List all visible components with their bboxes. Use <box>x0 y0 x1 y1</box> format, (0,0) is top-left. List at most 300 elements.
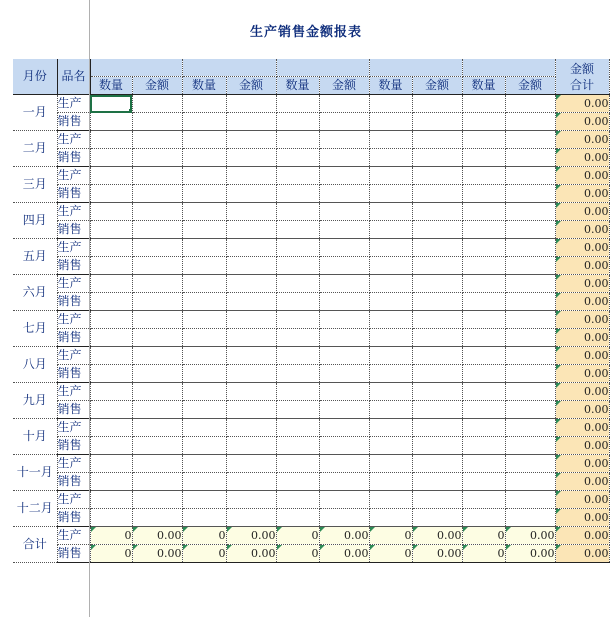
data-cell[interactable] <box>226 473 276 491</box>
row-sum-cell[interactable]: 0.00 <box>555 185 609 203</box>
data-cell[interactable] <box>462 257 505 275</box>
data-cell[interactable] <box>505 455 555 473</box>
data-cell[interactable] <box>369 473 412 491</box>
data-cell[interactable] <box>182 221 226 239</box>
data-cell[interactable] <box>182 311 226 329</box>
data-cell[interactable] <box>90 329 132 347</box>
data-cell[interactable] <box>462 329 505 347</box>
data-cell[interactable] <box>276 473 319 491</box>
data-cell[interactable] <box>276 509 319 527</box>
item-label[interactable]: 销售 <box>57 473 90 491</box>
data-cell[interactable] <box>226 455 276 473</box>
item-label[interactable]: 销售 <box>57 149 90 167</box>
data-cell[interactable] <box>182 509 226 527</box>
data-cell[interactable] <box>132 239 182 257</box>
data-cell[interactable] <box>412 275 462 293</box>
row-sum-cell[interactable]: 0.00 <box>555 401 609 419</box>
data-cell[interactable] <box>276 311 319 329</box>
row-sum-cell[interactable]: 0.00 <box>555 149 609 167</box>
data-cell[interactable] <box>132 167 182 185</box>
data-cell[interactable] <box>90 113 132 131</box>
item-label[interactable]: 销售 <box>57 365 90 383</box>
data-cell[interactable] <box>505 275 555 293</box>
data-cell[interactable] <box>182 95 226 113</box>
data-cell[interactable] <box>369 239 412 257</box>
data-cell[interactable] <box>369 365 412 383</box>
total-qty-cell[interactable]: 0 <box>369 527 412 545</box>
total-qty-cell[interactable]: 0 <box>182 545 226 563</box>
data-cell[interactable] <box>462 149 505 167</box>
data-cell[interactable] <box>369 131 412 149</box>
data-cell[interactable] <box>462 509 505 527</box>
data-cell[interactable] <box>505 239 555 257</box>
data-cell[interactable] <box>412 185 462 203</box>
header-sum[interactable] <box>555 59 609 95</box>
month-label[interactable]: 十二月 <box>13 491 57 527</box>
item-label[interactable]: 生产 <box>57 95 90 113</box>
data-cell[interactable] <box>132 149 182 167</box>
data-cell[interactable] <box>462 221 505 239</box>
data-cell[interactable] <box>182 419 226 437</box>
data-cell[interactable] <box>462 185 505 203</box>
data-cell[interactable] <box>90 365 132 383</box>
data-cell[interactable] <box>182 275 226 293</box>
data-cell[interactable] <box>90 185 132 203</box>
data-cell[interactable] <box>132 347 182 365</box>
data-cell[interactable] <box>132 311 182 329</box>
data-cell[interactable] <box>505 509 555 527</box>
data-cell[interactable] <box>412 257 462 275</box>
data-cell[interactable] <box>276 149 319 167</box>
total-amount-cell[interactable]: 0.00 <box>226 545 276 563</box>
header-item[interactable]: 品名 <box>57 59 90 95</box>
data-cell[interactable] <box>412 491 462 509</box>
data-cell[interactable] <box>462 203 505 221</box>
data-cell[interactable] <box>182 329 226 347</box>
data-cell[interactable] <box>319 293 369 311</box>
data-cell[interactable] <box>132 419 182 437</box>
data-cell[interactable] <box>226 491 276 509</box>
data-cell[interactable] <box>505 167 555 185</box>
data-cell[interactable] <box>412 509 462 527</box>
data-cell[interactable] <box>319 383 369 401</box>
data-cell[interactable] <box>412 113 462 131</box>
data-cell[interactable] <box>90 275 132 293</box>
data-cell[interactable] <box>276 401 319 419</box>
data-cell[interactable] <box>412 221 462 239</box>
data-cell[interactable] <box>412 383 462 401</box>
data-cell[interactable] <box>319 113 369 131</box>
data-cell[interactable] <box>412 329 462 347</box>
data-cell[interactable] <box>182 167 226 185</box>
data-cell[interactable] <box>505 491 555 509</box>
data-cell[interactable] <box>412 203 462 221</box>
data-cell[interactable] <box>505 473 555 491</box>
data-cell[interactable] <box>226 311 276 329</box>
data-cell[interactable] <box>90 383 132 401</box>
item-label[interactable]: 生产 <box>57 131 90 149</box>
data-cell[interactable] <box>412 167 462 185</box>
data-cell[interactable] <box>369 149 412 167</box>
data-cell[interactable] <box>90 419 132 437</box>
total-amount-cell[interactable]: 0.00 <box>132 527 182 545</box>
data-cell[interactable] <box>182 185 226 203</box>
data-cell[interactable] <box>132 221 182 239</box>
header-amount[interactable]: 金额 <box>226 77 276 95</box>
header-amount[interactable]: 金额 <box>505 77 555 95</box>
data-cell[interactable] <box>505 149 555 167</box>
row-sum-cell[interactable]: 0.00 <box>555 347 609 365</box>
data-cell[interactable] <box>319 239 369 257</box>
data-cell[interactable] <box>182 293 226 311</box>
data-cell[interactable] <box>226 131 276 149</box>
total-qty-cell[interactable]: 0 <box>90 545 132 563</box>
total-qty-cell[interactable]: 0 <box>182 527 226 545</box>
item-label[interactable]: 销售 <box>57 221 90 239</box>
data-cell[interactable] <box>132 113 182 131</box>
row-sum-cell[interactable]: 0.00 <box>555 383 609 401</box>
header-group-blank[interactable] <box>369 59 462 77</box>
data-cell[interactable] <box>412 473 462 491</box>
data-cell[interactable] <box>276 293 319 311</box>
month-label[interactable]: 九月 <box>13 383 57 419</box>
total-qty-cell[interactable]: 0 <box>462 545 505 563</box>
data-cell[interactable] <box>319 473 369 491</box>
data-cell[interactable] <box>276 419 319 437</box>
data-cell[interactable] <box>505 131 555 149</box>
data-cell[interactable] <box>462 491 505 509</box>
row-sum-cell[interactable]: 0.00 <box>555 239 609 257</box>
data-cell[interactable] <box>276 455 319 473</box>
data-cell[interactable] <box>505 293 555 311</box>
data-cell[interactable] <box>319 419 369 437</box>
data-cell[interactable] <box>319 203 369 221</box>
item-label[interactable]: 销售 <box>57 257 90 275</box>
total-sum-cell[interactable]: 0.00 <box>555 545 609 563</box>
header-amount[interactable]: 金额 <box>319 77 369 95</box>
data-cell[interactable] <box>319 365 369 383</box>
data-cell[interactable] <box>182 437 226 455</box>
row-sum-cell[interactable]: 0.00 <box>555 113 609 131</box>
data-cell[interactable] <box>505 383 555 401</box>
data-cell[interactable] <box>505 221 555 239</box>
data-cell[interactable] <box>90 491 132 509</box>
data-cell[interactable] <box>90 167 132 185</box>
total-qty-cell[interactable]: 0 <box>462 527 505 545</box>
data-cell[interactable] <box>319 167 369 185</box>
data-cell[interactable] <box>276 347 319 365</box>
data-cell[interactable] <box>369 419 412 437</box>
data-cell[interactable] <box>462 239 505 257</box>
row-sum-cell[interactable]: 0.00 <box>555 221 609 239</box>
data-cell[interactable] <box>132 203 182 221</box>
month-label[interactable]: 一月 <box>13 95 57 131</box>
month-label[interactable]: 十月 <box>13 419 57 455</box>
data-cell[interactable] <box>226 113 276 131</box>
data-cell[interactable] <box>505 95 555 113</box>
data-cell[interactable] <box>319 491 369 509</box>
row-sum-cell[interactable]: 0.00 <box>555 473 609 491</box>
row-sum-cell[interactable]: 0.00 <box>555 131 609 149</box>
data-cell[interactable] <box>412 419 462 437</box>
data-cell[interactable] <box>462 167 505 185</box>
data-cell[interactable] <box>369 347 412 365</box>
data-cell[interactable] <box>226 275 276 293</box>
data-cell[interactable] <box>369 167 412 185</box>
data-cell[interactable] <box>369 293 412 311</box>
row-sum-cell[interactable]: 0.00 <box>555 419 609 437</box>
data-cell[interactable] <box>276 275 319 293</box>
data-cell[interactable] <box>226 239 276 257</box>
total-qty-cell[interactable]: 0 <box>90 527 132 545</box>
data-cell[interactable] <box>132 257 182 275</box>
data-cell[interactable] <box>276 95 319 113</box>
header-qty[interactable]: 数量 <box>369 77 412 95</box>
row-sum-cell[interactable]: 0.00 <box>555 293 609 311</box>
data-cell[interactable] <box>369 113 412 131</box>
data-cell[interactable] <box>226 167 276 185</box>
month-label[interactable]: 三月 <box>13 167 57 203</box>
data-cell[interactable] <box>412 293 462 311</box>
data-cell[interactable] <box>132 275 182 293</box>
data-cell[interactable] <box>412 149 462 167</box>
data-cell[interactable] <box>319 257 369 275</box>
month-label[interactable]: 七月 <box>13 311 57 347</box>
data-cell[interactable] <box>505 203 555 221</box>
data-cell[interactable] <box>90 221 132 239</box>
data-cell[interactable] <box>226 221 276 239</box>
data-cell[interactable] <box>132 365 182 383</box>
data-cell[interactable] <box>505 419 555 437</box>
data-cell[interactable] <box>182 455 226 473</box>
data-cell[interactable] <box>505 329 555 347</box>
data-cell[interactable] <box>132 491 182 509</box>
item-label[interactable]: 销售 <box>57 509 90 527</box>
data-cell[interactable] <box>462 419 505 437</box>
header-qty[interactable]: 数量 <box>462 77 505 95</box>
data-cell[interactable] <box>182 257 226 275</box>
item-label[interactable]: 销售 <box>57 113 90 131</box>
item-label[interactable]: 生产 <box>57 527 90 545</box>
data-cell[interactable] <box>369 329 412 347</box>
data-cell[interactable] <box>412 455 462 473</box>
data-cell[interactable] <box>276 131 319 149</box>
data-cell[interactable] <box>369 401 412 419</box>
data-cell[interactable] <box>132 131 182 149</box>
data-cell[interactable] <box>226 185 276 203</box>
data-cell[interactable] <box>369 491 412 509</box>
header-group-blank[interactable] <box>90 59 182 77</box>
data-cell[interactable] <box>90 257 132 275</box>
data-cell[interactable] <box>226 329 276 347</box>
row-sum-cell[interactable]: 0.00 <box>555 509 609 527</box>
month-label[interactable]: 五月 <box>13 239 57 275</box>
data-cell[interactable] <box>462 131 505 149</box>
data-cell[interactable] <box>462 383 505 401</box>
data-cell[interactable] <box>182 203 226 221</box>
data-cell[interactable] <box>462 473 505 491</box>
data-cell[interactable] <box>505 401 555 419</box>
total-amount-cell[interactable]: 0.00 <box>226 527 276 545</box>
data-cell[interactable] <box>319 221 369 239</box>
total-amount-cell[interactable]: 0.00 <box>505 527 555 545</box>
total-qty-cell[interactable]: 0 <box>276 527 319 545</box>
data-cell[interactable] <box>319 509 369 527</box>
total-sum-cell[interactable]: 0.00 <box>555 527 609 545</box>
data-cell[interactable] <box>90 311 132 329</box>
data-cell[interactable] <box>90 401 132 419</box>
data-cell[interactable] <box>276 329 319 347</box>
data-cell[interactable] <box>319 401 369 419</box>
data-cell[interactable] <box>226 401 276 419</box>
item-label[interactable]: 销售 <box>57 401 90 419</box>
data-cell[interactable] <box>90 455 132 473</box>
data-cell[interactable] <box>90 509 132 527</box>
data-cell[interactable] <box>226 257 276 275</box>
data-cell[interactable] <box>276 239 319 257</box>
data-cell[interactable] <box>276 257 319 275</box>
data-cell[interactable] <box>182 383 226 401</box>
item-label[interactable]: 销售 <box>57 437 90 455</box>
row-sum-cell[interactable]: 0.00 <box>555 257 609 275</box>
data-cell[interactable] <box>276 221 319 239</box>
data-cell[interactable] <box>276 185 319 203</box>
data-cell[interactable] <box>226 149 276 167</box>
data-cell[interactable] <box>182 131 226 149</box>
data-cell[interactable] <box>369 185 412 203</box>
data-cell[interactable] <box>369 257 412 275</box>
data-cell[interactable] <box>412 311 462 329</box>
header-qty[interactable]: 数量 <box>182 77 226 95</box>
data-cell[interactable] <box>369 455 412 473</box>
data-cell[interactable] <box>462 401 505 419</box>
total-amount-cell[interactable]: 0.00 <box>319 527 369 545</box>
data-cell[interactable] <box>462 293 505 311</box>
row-sum-cell[interactable]: 0.00 <box>555 365 609 383</box>
data-cell[interactable] <box>132 293 182 311</box>
selected-cell[interactable] <box>90 95 132 113</box>
item-label[interactable]: 生产 <box>57 455 90 473</box>
data-cell[interactable] <box>226 437 276 455</box>
data-cell[interactable] <box>90 347 132 365</box>
row-sum-cell[interactable]: 0.00 <box>555 95 609 113</box>
data-cell[interactable] <box>319 347 369 365</box>
data-cell[interactable] <box>132 95 182 113</box>
data-cell[interactable] <box>505 311 555 329</box>
data-cell[interactable] <box>505 365 555 383</box>
data-cell[interactable] <box>505 185 555 203</box>
data-cell[interactable] <box>505 113 555 131</box>
item-label[interactable]: 生产 <box>57 347 90 365</box>
data-cell[interactable] <box>462 437 505 455</box>
data-cell[interactable] <box>319 437 369 455</box>
data-cell[interactable] <box>369 275 412 293</box>
data-cell[interactable] <box>462 311 505 329</box>
data-cell[interactable] <box>462 95 505 113</box>
data-cell[interactable] <box>462 455 505 473</box>
total-qty-cell[interactable]: 0 <box>276 545 319 563</box>
total-amount-cell[interactable]: 0.00 <box>412 527 462 545</box>
data-cell[interactable] <box>319 131 369 149</box>
data-cell[interactable] <box>182 401 226 419</box>
data-cell[interactable] <box>505 257 555 275</box>
header-amount[interactable]: 金额 <box>132 77 182 95</box>
data-cell[interactable] <box>319 329 369 347</box>
item-label[interactable]: 生产 <box>57 491 90 509</box>
item-label[interactable]: 销售 <box>57 329 90 347</box>
total-amount-cell[interactable]: 0.00 <box>319 545 369 563</box>
data-cell[interactable] <box>182 365 226 383</box>
header-qty[interactable]: 数量 <box>90 77 132 95</box>
data-cell[interactable] <box>276 365 319 383</box>
data-cell[interactable] <box>369 221 412 239</box>
header-month[interactable]: 月份 <box>13 59 57 95</box>
data-cell[interactable] <box>226 365 276 383</box>
data-cell[interactable] <box>182 491 226 509</box>
data-cell[interactable] <box>369 203 412 221</box>
data-cell[interactable] <box>462 275 505 293</box>
data-cell[interactable] <box>132 437 182 455</box>
total-amount-cell[interactable]: 0.00 <box>132 545 182 563</box>
data-cell[interactable] <box>369 509 412 527</box>
data-cell[interactable] <box>412 365 462 383</box>
data-cell[interactable] <box>319 275 369 293</box>
data-cell[interactable] <box>226 203 276 221</box>
data-cell[interactable] <box>132 509 182 527</box>
item-label[interactable]: 销售 <box>57 185 90 203</box>
header-group-blank[interactable] <box>276 59 369 77</box>
data-cell[interactable] <box>412 95 462 113</box>
row-sum-cell[interactable]: 0.00 <box>555 203 609 221</box>
data-cell[interactable] <box>132 383 182 401</box>
data-cell[interactable] <box>182 149 226 167</box>
data-cell[interactable] <box>412 437 462 455</box>
data-cell[interactable] <box>369 311 412 329</box>
row-sum-cell[interactable]: 0.00 <box>555 275 609 293</box>
data-cell[interactable] <box>132 185 182 203</box>
total-amount-cell[interactable]: 0.00 <box>412 545 462 563</box>
header-amount[interactable]: 金额 <box>412 77 462 95</box>
data-cell[interactable] <box>319 311 369 329</box>
month-label[interactable]: 二月 <box>13 131 57 167</box>
data-cell[interactable] <box>132 329 182 347</box>
month-label[interactable]: 十一月 <box>13 455 57 491</box>
data-cell[interactable] <box>319 185 369 203</box>
month-label[interactable]: 八月 <box>13 347 57 383</box>
data-cell[interactable] <box>132 473 182 491</box>
data-cell[interactable] <box>182 347 226 365</box>
data-cell[interactable] <box>505 437 555 455</box>
item-label[interactable]: 生产 <box>57 203 90 221</box>
row-sum-cell[interactable]: 0.00 <box>555 491 609 509</box>
header-group-blank[interactable] <box>182 59 276 77</box>
row-sum-cell[interactable]: 0.00 <box>555 329 609 347</box>
row-sum-cell[interactable]: 0.00 <box>555 167 609 185</box>
data-cell[interactable] <box>90 203 132 221</box>
month-label[interactable]: 六月 <box>13 275 57 311</box>
data-cell[interactable] <box>226 509 276 527</box>
data-cell[interactable] <box>226 293 276 311</box>
month-label[interactable]: 四月 <box>13 203 57 239</box>
item-label[interactable]: 生产 <box>57 419 90 437</box>
data-cell[interactable] <box>369 383 412 401</box>
data-cell[interactable] <box>182 113 226 131</box>
data-cell[interactable] <box>226 419 276 437</box>
data-cell[interactable] <box>90 149 132 167</box>
data-cell[interactable] <box>319 95 369 113</box>
data-cell[interactable] <box>462 113 505 131</box>
data-cell[interactable] <box>132 401 182 419</box>
